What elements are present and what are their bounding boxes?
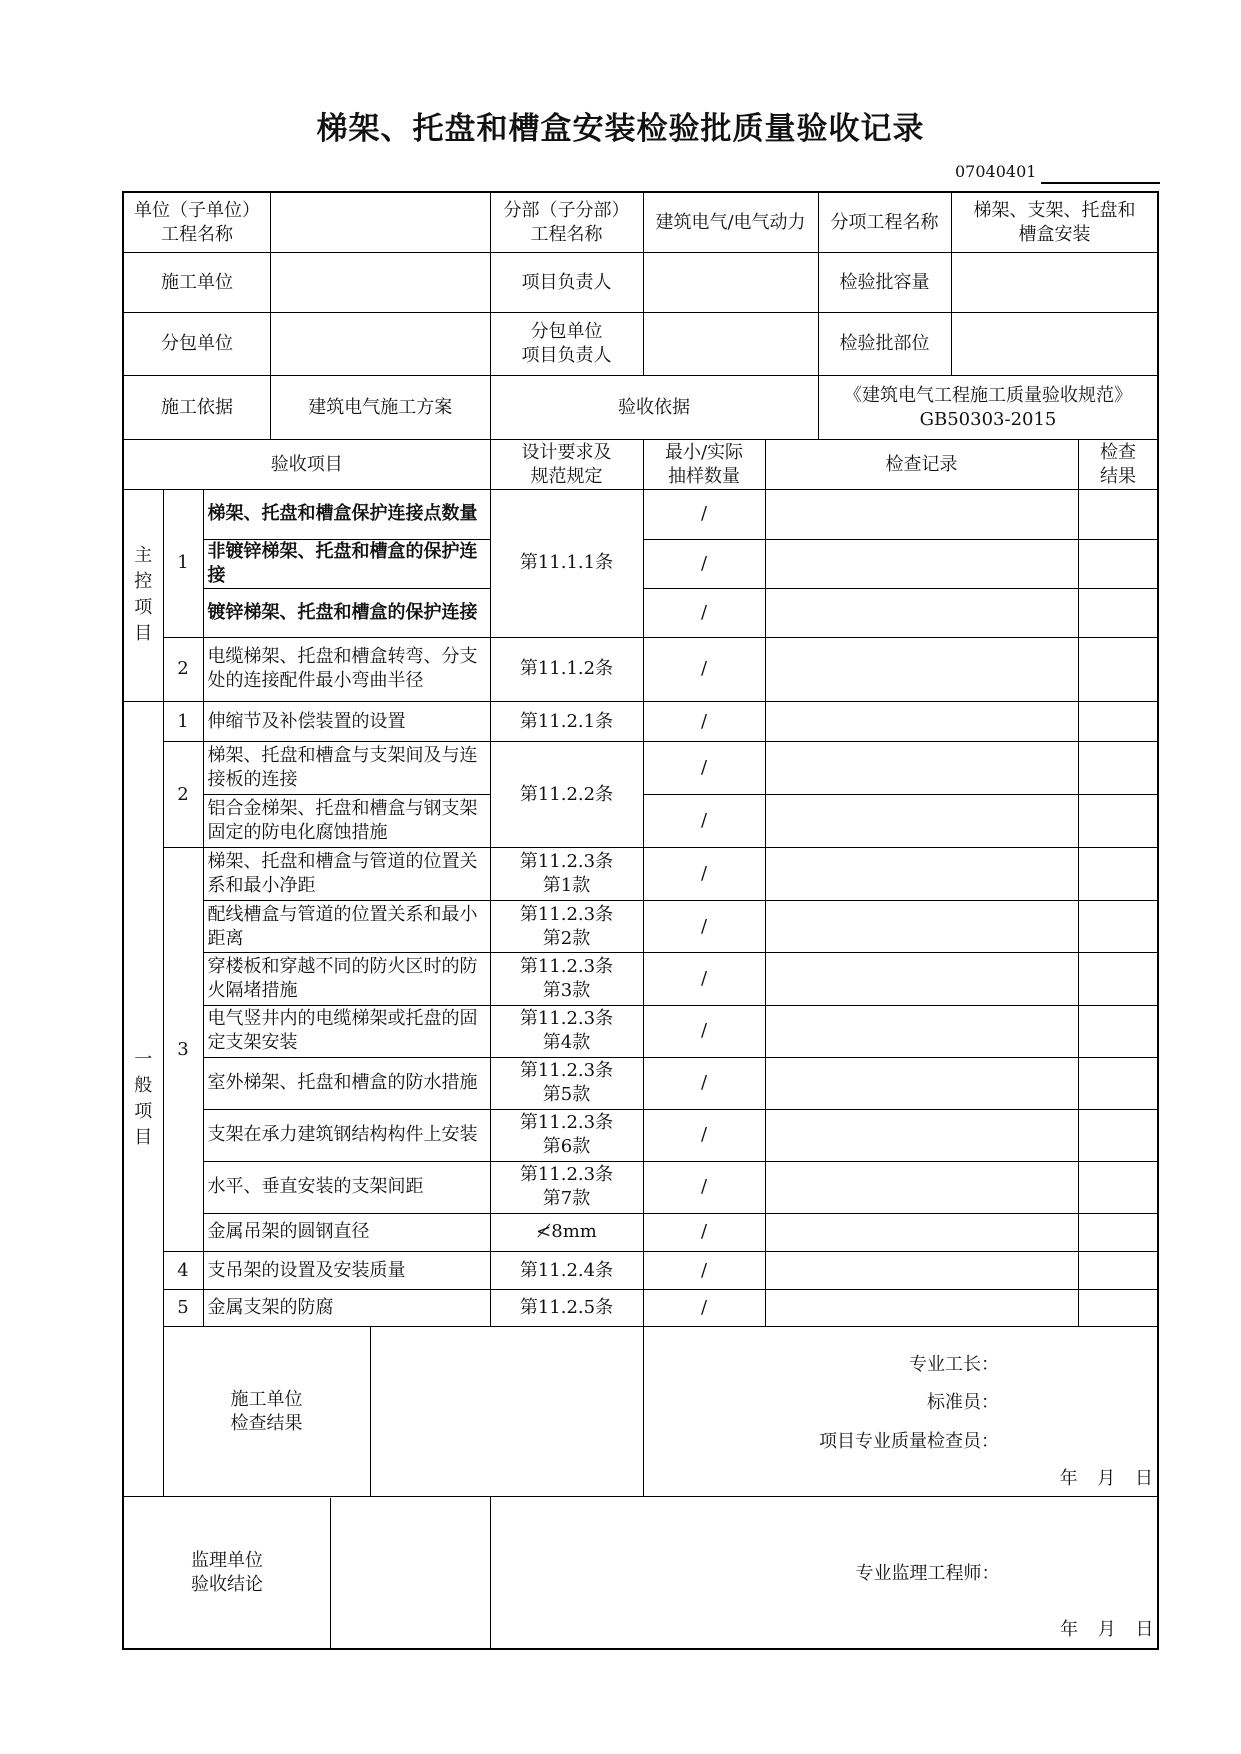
acceptance-basis-label: 验收依据 — [490, 376, 818, 440]
item-text: 支架在承力建筑钢结构构件上安装 — [203, 1109, 490, 1161]
project-manager-label: 项目负责人 — [490, 253, 643, 313]
check-record-cell[interactable] — [765, 953, 1078, 1005]
sample-count[interactable]: / — [643, 637, 765, 701]
supervisor-signature-area[interactable] — [490, 1497, 1158, 1649]
item-text: 水平、垂直安装的支架间距 — [203, 1161, 490, 1213]
item-text: 穿楼板和穿越不同的防火区时的防火隔堵措施 — [203, 953, 490, 1005]
sample-count[interactable]: / — [643, 1005, 765, 1057]
item-text: 金属吊架的圆钢直径 — [203, 1213, 490, 1251]
spec-clause: 第11.1.1条 — [490, 489, 643, 637]
sample-count[interactable]: / — [643, 588, 765, 637]
check-record-cell[interactable] — [765, 588, 1078, 637]
sample-count[interactable]: / — [643, 742, 765, 795]
supervisor-conclusion-label: 监理单位 验收结论 — [124, 1498, 331, 1648]
contractor-result-label: 施工单位 检查结果 — [164, 1327, 371, 1496]
spec-clause: 第11.2.3条 第4款 — [490, 1005, 643, 1057]
batch-location-value[interactable] — [951, 313, 1158, 376]
check-result-cell[interactable] — [1078, 489, 1158, 539]
item-text: 支吊架的设置及安装质量 — [203, 1251, 490, 1289]
item-text: 电气竖井内的电缆梯架或托盘的固定支架安装 — [203, 1005, 490, 1057]
sample-count[interactable]: / — [643, 1213, 765, 1251]
item-text: 镀锌梯架、托盘和槽盒的保护连接 — [203, 588, 490, 637]
check-result-cell[interactable] — [1078, 588, 1158, 637]
sample-count[interactable]: / — [643, 1251, 765, 1289]
sub-pm-value[interactable] — [643, 313, 818, 376]
contractor-value[interactable] — [271, 253, 490, 312]
check-record-cell[interactable] — [765, 1161, 1078, 1213]
inspection-form — [122, 191, 1159, 1650]
check-result-cell[interactable] — [1078, 1290, 1158, 1327]
quality-inspector-label: 项目专业质量检查员： — [819, 1431, 1000, 1453]
standard-officer-label: 标准员： — [927, 1392, 1000, 1414]
sub-item-label: 分项工程名称 — [818, 192, 951, 253]
check-record-cell[interactable] — [765, 1109, 1078, 1161]
check-result-cell[interactable] — [1078, 539, 1158, 588]
check-result-cell[interactable] — [1078, 1251, 1158, 1289]
check-result-cell[interactable] — [1078, 901, 1158, 953]
construction-basis-value[interactable]: 建筑电气施工方案 — [308, 396, 453, 418]
check-result-cell[interactable] — [1078, 1161, 1158, 1213]
check-result-cell[interactable] — [1078, 637, 1158, 701]
check-record-cell[interactable] — [765, 489, 1078, 539]
row-number: 2 — [163, 637, 203, 701]
row-number: 3 — [163, 848, 203, 1252]
contractor-label: 施工单位 — [124, 253, 271, 312]
general-group-label: 一 般 项 目 — [123, 701, 163, 1496]
sample-count[interactable]: / — [643, 1057, 765, 1109]
item-text: 室外梯架、托盘和槽盒的防水措施 — [203, 1057, 490, 1109]
item-text: 梯架、托盘和槽盒与管道的位置关系和最小净距 — [203, 848, 490, 901]
check-record-cell[interactable] — [765, 1057, 1078, 1109]
check-result-cell[interactable] — [1078, 795, 1158, 848]
check-record-cell[interactable] — [765, 1251, 1078, 1289]
item-text: 梯架、托盘和槽盒保护连接点数量 — [203, 489, 490, 539]
col-item-header: 验收项目 — [123, 440, 490, 489]
check-record-cell[interactable] — [765, 795, 1078, 848]
supervisor-date: 年 月 日 — [1060, 1619, 1154, 1641]
sample-count[interactable]: / — [643, 539, 765, 588]
spec-clause: 第11.2.4条 — [490, 1251, 643, 1289]
row-number: 5 — [163, 1290, 203, 1327]
col-result-header: 检查 结果 — [1078, 440, 1158, 489]
spec-clause: 第11.2.3条 第6款 — [490, 1109, 643, 1161]
document-title: 梯架、托盘和槽盒安装检验批质量验收记录 — [316, 111, 925, 147]
sub-item-value[interactable]: 梯架、支架、托盘和 槽盒安装 — [951, 192, 1158, 253]
check-record-cell[interactable] — [765, 1213, 1078, 1251]
foreman-label: 专业工长： — [909, 1354, 1000, 1376]
check-record-cell[interactable] — [765, 742, 1078, 795]
main-control-group-label: 主 控 项 目 — [123, 489, 163, 701]
check-result-cell[interactable] — [1078, 953, 1158, 1005]
sub-pm-label: 分包单位 项目负责人 — [490, 313, 643, 376]
spec-clause: 第11.2.2条 — [490, 742, 643, 848]
sample-count[interactable]: / — [643, 489, 765, 539]
sample-count[interactable]: / — [643, 1109, 765, 1161]
check-record-cell[interactable] — [765, 637, 1078, 701]
batch-capacity-label: 检验批容量 — [818, 253, 951, 313]
supervising-engineer-label: 专业监理工程师： — [855, 1563, 1000, 1585]
spec-clause: 第11.2.1条 — [490, 701, 643, 741]
sample-count[interactable]: / — [643, 901, 765, 953]
check-result-cell[interactable] — [1078, 1109, 1158, 1161]
acceptance-basis-value[interactable]: 《建筑电气工程施工质量验收规范》 GB50303-2015 — [818, 376, 1158, 440]
check-record-cell[interactable] — [765, 1290, 1078, 1327]
item-text: 伸缩节及补偿装置的设置 — [203, 701, 490, 741]
sample-count[interactable]: / — [643, 1290, 765, 1327]
subcontractor-label: 分包单位 — [124, 313, 271, 375]
check-result-cell[interactable] — [1078, 1005, 1158, 1057]
construction-basis-label: 施工依据 — [124, 376, 271, 439]
subcontractor-value[interactable] — [271, 313, 490, 375]
spec-clause: ≮8mm — [490, 1213, 643, 1251]
row-number: 4 — [163, 1251, 203, 1289]
contractor-signature-area[interactable] — [643, 1327, 1158, 1497]
check-result-cell[interactable] — [1078, 848, 1158, 901]
sub-division-value[interactable]: 建筑电气/电气动力 — [643, 192, 818, 253]
col-design-header: 设计要求及 规范规定 — [490, 440, 643, 489]
contractor-date: 年 月 日 — [1059, 1468, 1154, 1490]
check-result-cell[interactable] — [1078, 1057, 1158, 1109]
item-text: 金属支架的防腐 — [203, 1290, 490, 1327]
sample-count[interactable]: / — [643, 953, 765, 1005]
spec-clause: 第11.2.3条 第7款 — [490, 1161, 643, 1213]
check-result-cell[interactable] — [1078, 742, 1158, 795]
form-code-blank — [1041, 182, 1160, 184]
unit-name-label: 单位（子单位） 工程名称 — [124, 193, 271, 252]
spec-clause: 第11.2.3条 第3款 — [490, 953, 643, 1005]
batch-location-label: 检验批部位 — [818, 313, 951, 376]
spec-clause: 第11.2.5条 — [490, 1290, 643, 1327]
spec-clause: 第11.2.3条 第1款 — [490, 848, 643, 901]
check-record-cell[interactable] — [765, 539, 1078, 588]
check-result-cell[interactable] — [1078, 701, 1158, 741]
sample-count[interactable]: / — [643, 701, 765, 741]
item-text: 梯架、托盘和槽盒与支架间及与连接板的连接 — [203, 742, 490, 795]
item-text: 非镀锌梯架、托盘和槽盒的保护连接 — [203, 539, 490, 588]
project-manager-value[interactable] — [643, 253, 818, 313]
form-code: 07040401 — [955, 162, 1037, 181]
sample-count[interactable]: / — [643, 848, 765, 901]
item-text: 配线槽盒与管道的位置关系和最小距离 — [203, 901, 490, 953]
check-record-cell[interactable] — [765, 901, 1078, 953]
spec-clause: 第11.2.3条 第5款 — [490, 1057, 643, 1109]
batch-capacity-value[interactable] — [951, 253, 1158, 313]
row-number: 1 — [163, 489, 203, 637]
spec-clause: 第11.1.2条 — [490, 637, 643, 701]
row-number: 1 — [163, 701, 203, 741]
item-text: 电缆梯架、托盘和槽盒转弯、分支处的连接配件最小弯曲半径 — [203, 637, 490, 701]
sample-count[interactable]: / — [643, 795, 765, 848]
check-result-cell[interactable] — [1078, 1213, 1158, 1251]
col-record-header: 检查记录 — [765, 440, 1078, 489]
check-record-cell[interactable] — [765, 848, 1078, 901]
col-sample-header: 最小/实际 抽样数量 — [643, 440, 765, 489]
item-text: 铝合金梯架、托盘和槽盒与钢支架固定的防电化腐蚀措施 — [203, 795, 490, 848]
sub-division-label: 分部（子分部） 工程名称 — [490, 192, 643, 253]
sample-count[interactable]: / — [643, 1161, 765, 1213]
check-record-cell[interactable] — [765, 701, 1078, 741]
spec-clause: 第11.2.3条 第2款 — [490, 901, 643, 953]
row-number: 2 — [163, 742, 203, 848]
unit-name-value[interactable] — [271, 193, 490, 252]
check-record-cell[interactable] — [765, 1005, 1078, 1057]
